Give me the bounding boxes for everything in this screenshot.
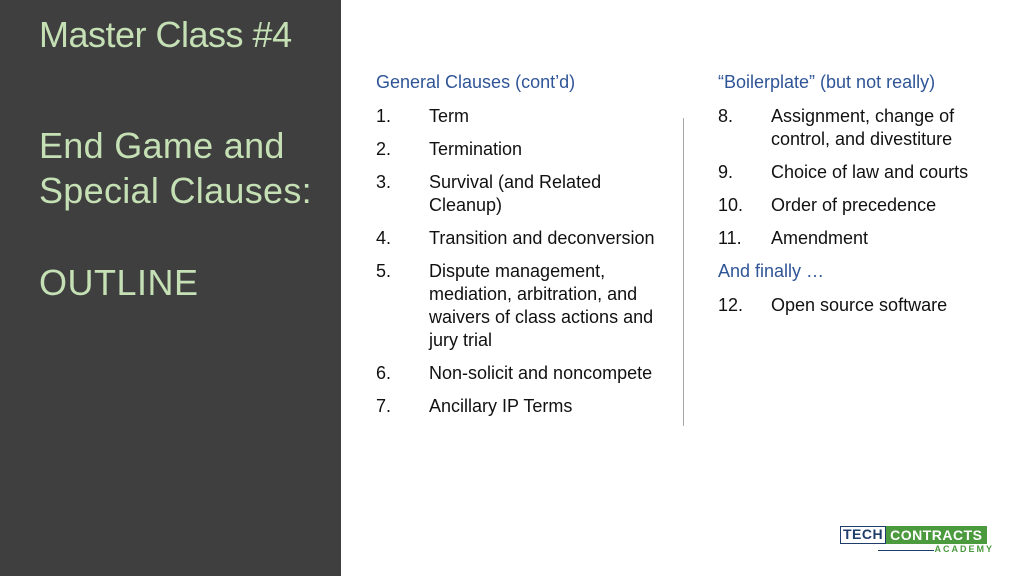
column-divider bbox=[683, 118, 684, 426]
list-item bbox=[376, 171, 666, 217]
list-item bbox=[718, 194, 1008, 217]
outline-label: OUTLINE bbox=[39, 262, 199, 303]
item-number: 4. bbox=[376, 228, 392, 248]
item-text: Termination bbox=[429, 139, 523, 159]
item-text: Survival (and Related Cleanup) bbox=[429, 172, 602, 215]
title-panel bbox=[0, 0, 341, 576]
item-number: 3. bbox=[376, 172, 392, 192]
tech-contracts-academy-logo bbox=[840, 526, 996, 558]
item-number: 11. bbox=[718, 228, 742, 248]
item-text: Choice of law and courts bbox=[771, 162, 969, 182]
item-text: Order of precedence bbox=[771, 195, 937, 215]
general-clauses-column bbox=[376, 71, 666, 428]
boilerplate-heading: “Boilerplate” (but not really) bbox=[718, 72, 936, 92]
list-item bbox=[376, 362, 666, 385]
logo-wordmark bbox=[840, 526, 996, 544]
list-item bbox=[376, 395, 666, 418]
subtitle-line-2: Special Clauses: bbox=[39, 170, 312, 211]
list-item bbox=[718, 227, 1008, 250]
class-title: Master Class #4 bbox=[39, 14, 292, 55]
item-number: 1. bbox=[376, 106, 392, 126]
and-finally-heading: And finally … bbox=[718, 261, 825, 281]
item-text: Transition and deconversion bbox=[429, 228, 655, 248]
item-text: Dispute management, mediation, arbitration, and waivers of class actions and jury trial bbox=[429, 261, 654, 350]
logo-academy-word: ACADEMY bbox=[934, 544, 994, 554]
slide-subtitle bbox=[39, 123, 312, 213]
item-number: 9. bbox=[718, 162, 734, 182]
list-item bbox=[376, 105, 666, 128]
boilerplate-column bbox=[718, 71, 1008, 327]
item-number: 10. bbox=[718, 195, 744, 215]
list-item bbox=[376, 260, 666, 352]
subtitle-line-1: End Game and bbox=[39, 125, 285, 166]
list-item bbox=[718, 105, 1008, 151]
logo-contracts-word: CONTRACTS bbox=[886, 526, 986, 544]
list-item bbox=[718, 161, 1008, 184]
list-item bbox=[376, 138, 666, 161]
item-text: Amendment bbox=[771, 228, 869, 248]
logo-rule bbox=[878, 550, 934, 551]
item-number: 2. bbox=[376, 139, 392, 159]
item-text: Assignment, change of control, and divestiture bbox=[771, 106, 955, 149]
item-text: Ancillary IP Terms bbox=[429, 396, 573, 416]
list-item bbox=[718, 294, 1008, 317]
item-number: 7. bbox=[376, 396, 392, 416]
item-number: 12. bbox=[718, 295, 744, 315]
list-item bbox=[376, 227, 666, 250]
item-number: 8. bbox=[718, 106, 734, 126]
item-text: Non-solicit and noncompete bbox=[429, 363, 653, 383]
general-clauses-heading: General Clauses (cont’d) bbox=[376, 72, 576, 92]
item-number: 5. bbox=[376, 261, 392, 281]
item-number: 6. bbox=[376, 363, 392, 383]
logo-tech-word: TECH bbox=[840, 526, 886, 544]
item-text: Open source software bbox=[771, 295, 948, 315]
item-text: Term bbox=[429, 106, 469, 126]
